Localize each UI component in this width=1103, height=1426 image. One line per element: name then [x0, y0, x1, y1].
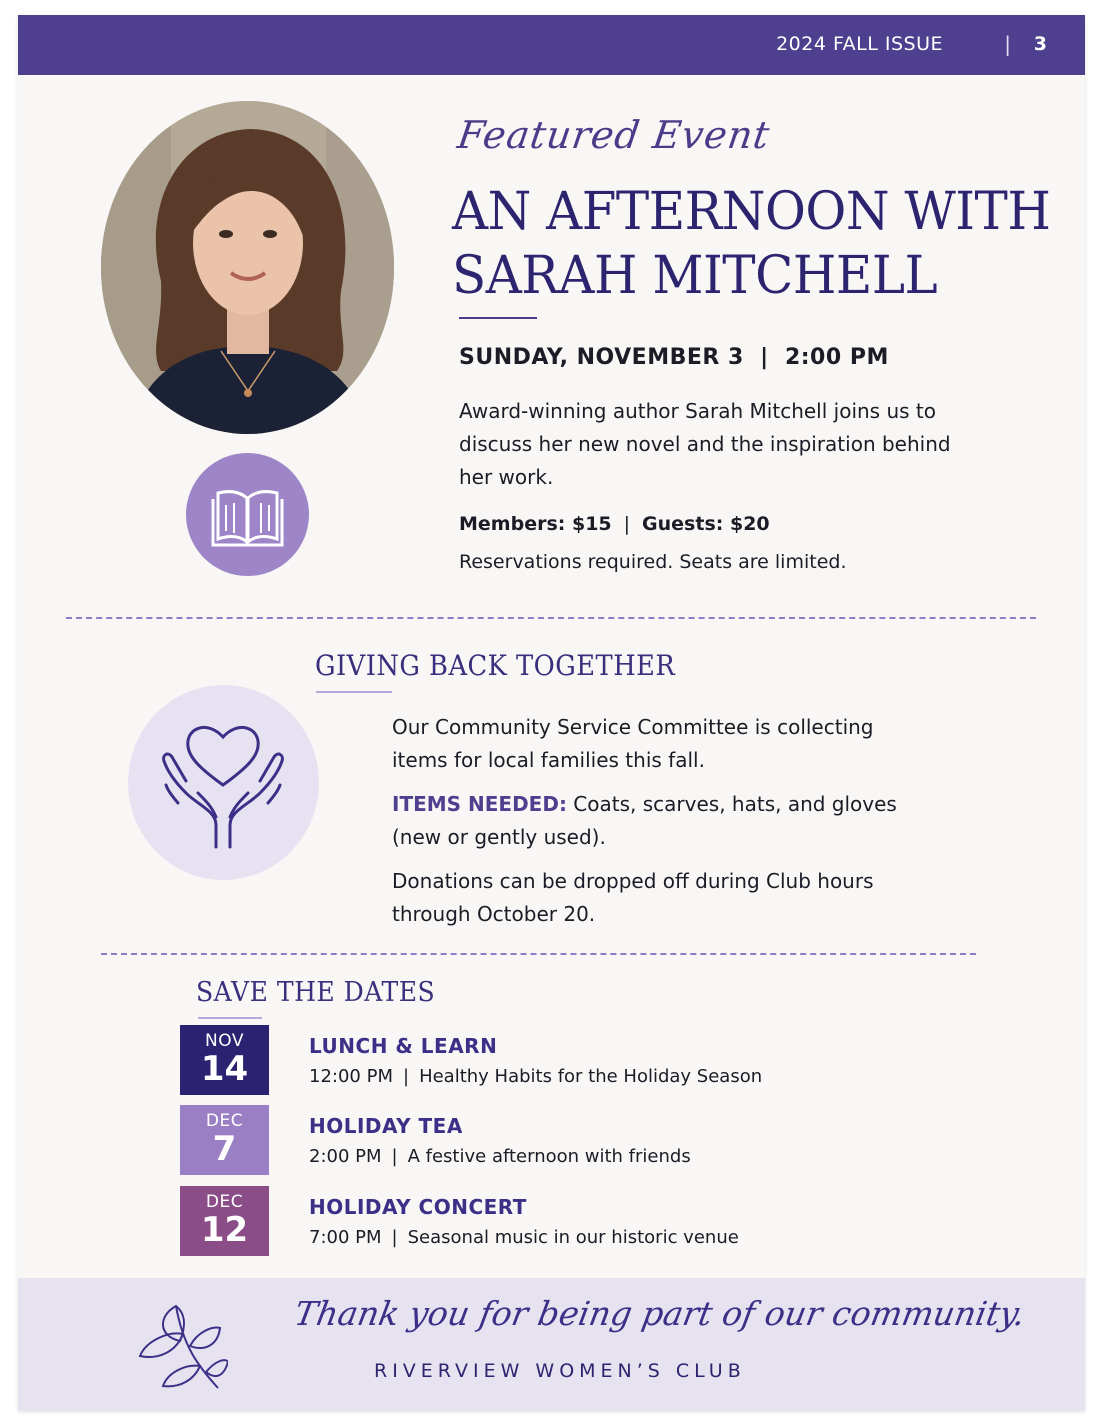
members-price: Members: $15 — [459, 513, 612, 535]
items-needed-label: ITEMS NEEDED: — [392, 792, 567, 816]
date-day: 14 — [200, 1049, 249, 1089]
event-prices — [459, 513, 770, 535]
date-badge — [180, 1186, 269, 1256]
issue-label: 2024 FALL ISSUE — [776, 33, 943, 55]
event-item-time: 7:00 PM — [309, 1227, 382, 1248]
event-item-separator: | — [391, 1227, 398, 1248]
title-rule — [459, 317, 537, 319]
save-dates-rule — [198, 1017, 262, 1019]
event-title — [452, 180, 1062, 308]
items-needed — [392, 788, 932, 854]
book-badge — [186, 453, 309, 576]
event-title-line2: SARAH MITCHELL — [452, 246, 938, 306]
date-badge — [180, 1025, 269, 1095]
guests-price: Guests: $20 — [642, 513, 770, 535]
date-day: 12 — [200, 1210, 249, 1250]
event-description: Award-winning author Sarah Mitchell joins us to discuss her new novel and the inspiration behind her work. — [459, 399, 951, 489]
event-item-title: HOLIDAY CONCERT — [309, 1195, 527, 1219]
event-item-detail — [309, 1146, 691, 1167]
event-item-separator: | — [402, 1066, 410, 1087]
thank-you-message: Thank you for being part of our community. — [291, 1294, 1029, 1333]
giving-body — [392, 711, 932, 942]
event-item — [180, 1025, 980, 1097]
heart-in-hands-icon — [128, 685, 319, 880]
date-day: 7 — [212, 1129, 237, 1169]
event-item-title: HOLIDAY TEA — [309, 1114, 463, 1138]
header-separator: | — [1004, 32, 1011, 56]
newsletter-page — [18, 15, 1085, 1411]
date-month: NOV — [205, 1031, 244, 1051]
club-name: RIVERVIEW WOMEN’S CLUB — [374, 1360, 746, 1382]
date-badge — [180, 1105, 269, 1175]
event-item-detail — [309, 1227, 739, 1248]
footer — [18, 1278, 1085, 1411]
event-item-time: 2:00 PM — [309, 1146, 382, 1167]
event-datetime: SUNDAY, NOVEMBER 3 | 2:00 PM — [459, 345, 889, 370]
event-item-description: Healthy Habits for the Holiday Season — [419, 1066, 763, 1087]
event-item-separator: | — [391, 1146, 398, 1167]
event-item — [180, 1105, 980, 1177]
event-item-detail — [309, 1066, 762, 1087]
event-item-description: A festive afternoon with friends — [407, 1146, 691, 1167]
event-item — [180, 1186, 980, 1258]
page-number: 3 — [1033, 33, 1047, 55]
save-dates-heading: SAVE THE DATES — [196, 977, 436, 1008]
event-title-line1: AN AFTERNOON WITH — [452, 182, 1051, 242]
heart-badge — [128, 685, 319, 880]
section-divider — [66, 617, 1036, 619]
leaf-branch-icon — [128, 1286, 228, 1396]
section-divider — [101, 953, 976, 955]
author-portrait — [101, 101, 394, 434]
portrait-illustration — [101, 101, 394, 434]
event-item-title: LUNCH & LEARN — [309, 1034, 498, 1058]
header-bar — [18, 15, 1085, 75]
giving-intro: Our Community Service Committee is collecting items for local families this fall. — [392, 715, 874, 772]
giving-rule — [316, 691, 392, 693]
event-item-description: Seasonal music in our historic venue — [407, 1227, 739, 1248]
featured-kicker: Featured Event — [454, 113, 773, 157]
date-month: DEC — [205, 1192, 244, 1212]
date-month: DEC — [205, 1111, 244, 1131]
giving-heading: GIVING BACK TOGETHER — [315, 649, 676, 682]
event-item-time: 12:00 PM — [309, 1066, 393, 1087]
price-separator: | — [623, 513, 631, 535]
items-needed-list: Coats, scarves, hats, and gloves (new or gently used). — [392, 792, 897, 849]
dropoff-note: Donations can be dropped off during Club hours through October 20. — [392, 869, 874, 926]
reservation-note: Reservations required. Seats are limited. — [459, 551, 847, 573]
open-book-icon — [186, 453, 309, 576]
